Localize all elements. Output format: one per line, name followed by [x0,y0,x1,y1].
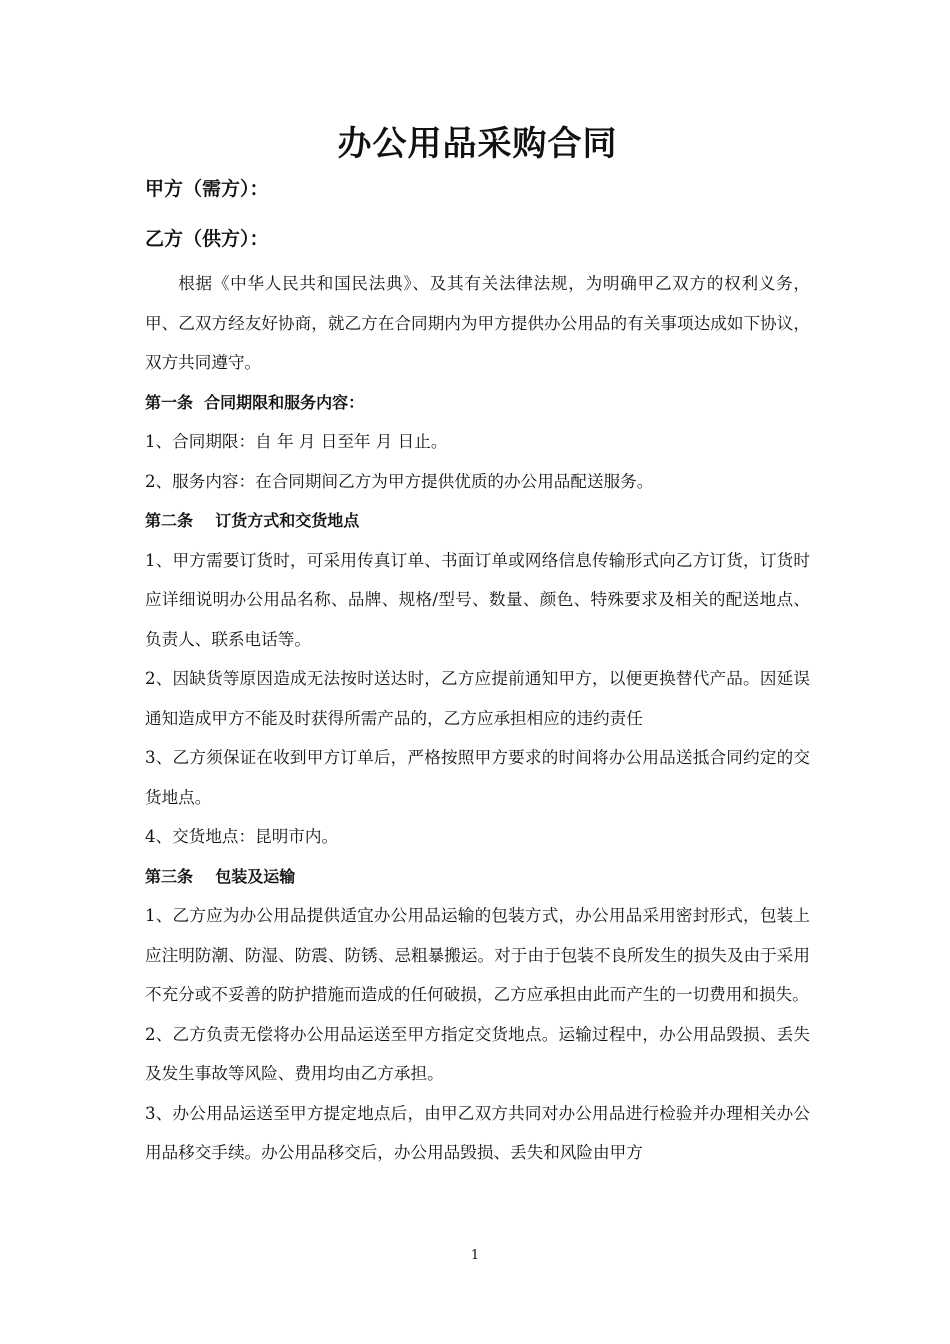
article-2-item-1: 1、甲方需要订货时，可采用传真订单、书面订单或网络信息传输形式向乙方订货，订货时应详细说明办公用品名称、品牌、规格/型号、数量、颜色、特殊要求及相关的配送地点、负责人、联系电话等。 [145,550,810,649]
page-number: 1 [470,1248,480,1263]
article-3-heading: 第三条 包装及运输 [145,866,296,886]
article-1-heading: 第一条 合同期限和服务内容： [145,392,365,412]
article-2-item-2: 2、因缺货等原因造成无法按时送达时，乙方应提前通知甲方，以便更换替代产品。因延误通知造成甲方不能及时获得所需产品的，乙方应承担相应的违约责任 [145,669,810,728]
article-1-item-1: 1、合同期限：自 年 月 日至年 月 日止。 [145,432,448,451]
article-2-item-3: 3、乙方须保证在收到甲方订单后，严格按照甲方要求的时间将办公用品送抵合同约定的交货地点。 [145,748,810,807]
document-title: 办公用品采购合同 [337,124,618,164]
article-1-item-2: 2、服务内容：在合同期间乙方为甲方提供优质的办公用品配送服务。 [145,471,654,491]
article-3-item-3: 3、办公用品运送至甲方提定地点后，由甲乙双方共同对办公用品进行检验并办理相关办公用品移交手续。办公用品移交后，办公用品毁损、丢失和风险由甲方 [145,1103,810,1162]
article-2-heading: 第二条 订货方式和交货地点 [145,511,360,530]
party-a-label: 甲方（需方）： [145,178,269,200]
article-2-item-4: 4、交货地点：昆明市内。 [145,827,339,846]
article-3-item-1: 1、乙方应为办公用品提供适宜办公用品运输的包装方式，办公用品采用密封形式，包装上应注明防潮、防湿、防震、防锈、忌粗暴搬运。对于由于包装不良所发生的损失及由于采用不充分或不妥善的防护措施而造成的任何破损，乙方应承担由此而产生的一切费用和损失。 [145,906,810,1004]
article-3-item-2: 2、乙方负责无偿将办公用品运送至甲方指定交货地点。运输过程中，办公用品毁损、丢失及发生事故等风险、费用均由乙方承担。 [145,1024,810,1083]
document-body [145,112,810,1173]
intro-paragraph: 根据《中华人民共和国民法典》、及其有关法律法规，为明确甲乙双方的权利义务，甲、乙双方经友好协商，就乙方在合同期内为甲方提供办公用品的有关事项达成如下协议，双方共同遵守。 [145,274,810,372]
party-b-label: 乙方（供方）： [145,228,269,250]
